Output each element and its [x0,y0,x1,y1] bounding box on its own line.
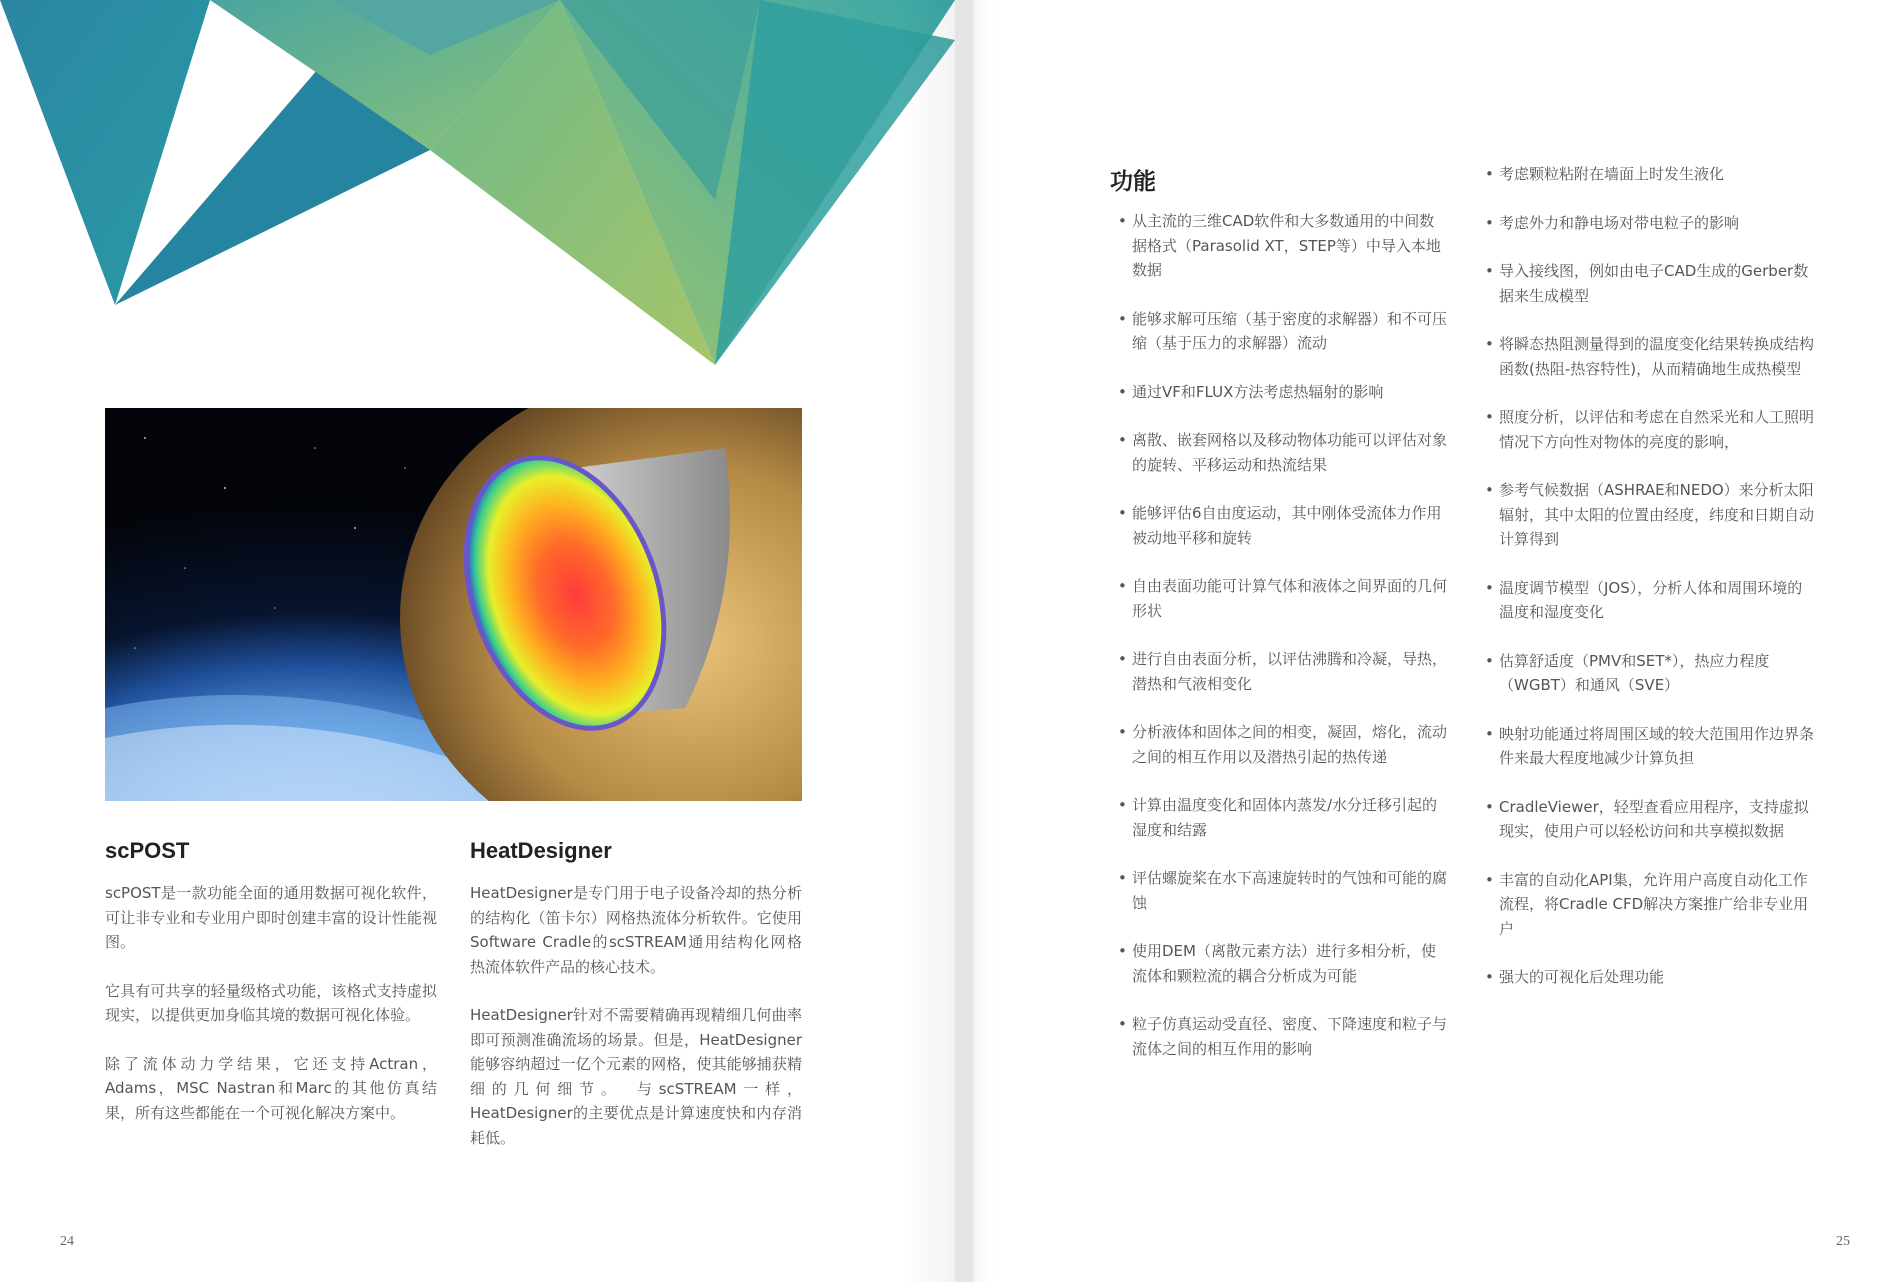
feature-item: • 从主流的三维CAD软件和大多数通用的中间数据格式（Parasolid XT，STEP等）中导入本地数据 [1118,209,1448,283]
features-list-right [1485,162,1815,1014]
heatdesigner-paragraph: HeatDesigner针对不需要精确再现精细几何曲率即可预测准确流场的场景。但是，HeatDesigner能够容纳超过一亿个元素的网格，使其能够捕获精细的几何细节。 与scSTREAM一样，HeatDesigner的主要优点是计算速度快和内存消耗低。 [470,1006,802,1147]
scpost-body [105,881,437,1149]
heatdesigner-body [470,881,802,1174]
features-list-left [1118,209,1448,1085]
feature-item: • 评估螺旋桨在水下高速旋转时的气蚀和可能的腐蚀 [1118,866,1448,915]
feature-item: • 自由表面功能可计算气体和液体之间界面的几何形状 [1118,574,1448,623]
feature-item: • 离散、嵌套网格以及移动物体功能可以评估对象的旋转、平移运动和热流结果 [1118,428,1448,477]
scpost-title: scPOST [105,838,190,863]
feature-item: • 估算舒适度（PMV和SET*），热应力程度（WGBT）和通风（SVE） [1485,649,1815,698]
feature-item: • 使用DEM（离散元素方法）进行多相分析，使流体和颗粒流的耦合分析成为可能 [1118,939,1448,988]
decorative-triangles [0,0,955,370]
reentry-capsule-image [105,408,802,801]
capsule-heat-map-illustration [105,408,802,801]
feature-item: • 照度分析，以评估和考虑在自然采光和人工照明情况下方向性对物体的亮度的影响， [1485,405,1815,454]
feature-item: • 考虑颗粒粘附在墙面上时发生液化 [1485,162,1815,187]
feature-item: • 丰富的自动化API集，允许用户高度自动化工作流程，将Cradle CFD解决方案推广给非专业用户 [1485,868,1815,942]
feature-item: • 将瞬态热阻测量得到的温度变化结果转换成结构函数(热阻-热容特性)，从而精确地生成热模型 [1485,332,1815,381]
scpost-paragraph: scPOST是一款功能全面的通用数据可视化软件，可让非专业和专业用户即时创建丰富的设计性能视图。 [105,884,437,951]
feature-item: • CradleViewer，轻型查看应用程序，支持虚拟现实，使用户可以轻松访问和共享模拟数据 [1485,795,1815,844]
feature-item: • 参考气候数据（ASHRAE和NEDO）来分析太阳辐射，其中太阳的位置由经度，纬度和日期自动计算得到 [1485,478,1815,552]
page-number-left: 24 [60,1234,74,1249]
heatdesigner-paragraph: HeatDesigner是专门用于电子设备冷却的热分析的结构化（笛卡尔）网格热流体分析软件。它使用Software Cradle的scSTREAM通用结构化网格热流体软件产品的核心技术。 [470,884,802,976]
feature-item: • 强大的可视化后处理功能 [1485,965,1815,990]
feature-item: • 能够评估6自由度运动，其中刚体受流体力作用被动地平移和旋转 [1118,501,1448,550]
features-title: 功能 [1110,169,1156,195]
feature-item: • 能够求解可压缩（基于密度的求解器）和不可压缩（基于压力的求解器）流动 [1118,307,1448,356]
page-number-right: 25 [1836,1234,1850,1249]
scpost-paragraph: 除了流体动力学结果，它还支持Actran，Adams，MSC Nastran和Marc的其他仿真结果，所有这些都能在一个可视化解决方案中。 [105,1054,437,1122]
feature-item: • 导入接线图，例如由电子CAD生成的Gerber数据来生成模型 [1485,259,1815,308]
feature-item: • 温度调节模型（JOS），分析人体和周围环境的温度和湿度变化 [1485,576,1815,625]
feature-item: • 分析液体和固体之间的相变，凝固，熔化，流动之间的相互作用以及潜热引起的热传递 [1118,720,1448,769]
feature-item: • 映射功能通过将周围区域的较大范围用作边界条件来最大程度地减少计算负担 [1485,722,1815,771]
feature-item: • 计算由温度变化和固体内蒸发/水分迁移引起的湿度和结露 [1118,793,1448,842]
heatdesigner-title: HeatDesigner [470,838,612,863]
feature-item: • 考虑外力和静电场对带电粒子的影响 [1485,211,1815,236]
feature-item: • 通过VF和FLUX方法考虑热辐射的影响 [1118,380,1448,405]
feature-item: • 进行自由表面分析，以评估沸腾和冷凝，导热，潜热和气液相变化 [1118,647,1448,696]
feature-item: • 粒子仿真运动受直径、密度、下降速度和粒子与流体之间的相互作用的影响 [1118,1012,1448,1061]
scpost-paragraph: 它具有可共享的轻量级格式功能，该格式支持虚拟现实，以提供更加身临其境的数据可视化体验。 [105,981,437,1024]
